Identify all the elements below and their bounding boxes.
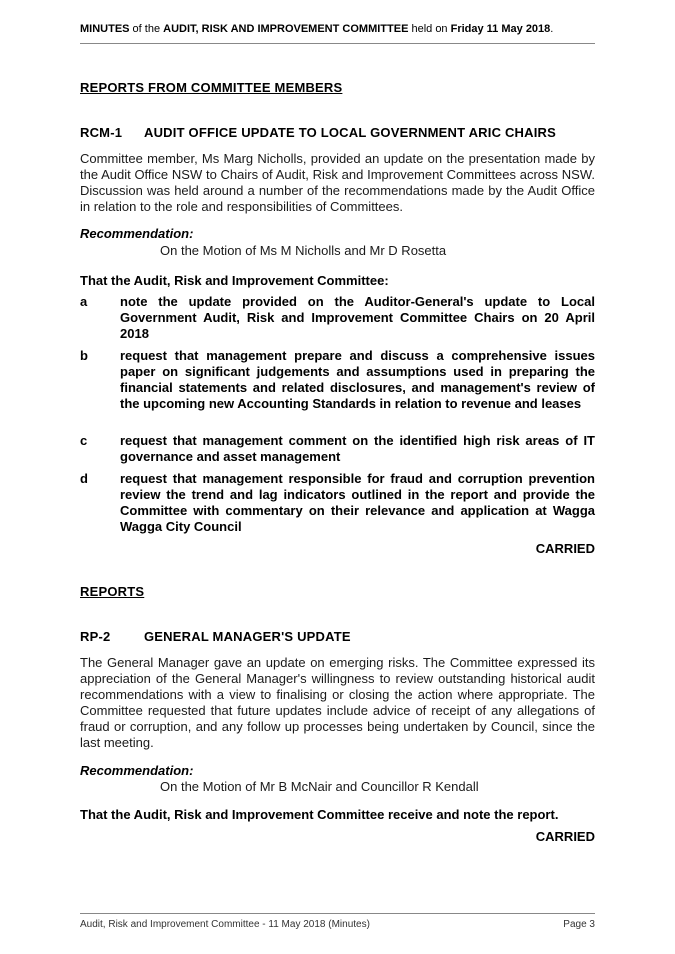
item-code: RCM-1 [80,125,123,140]
header-date: Friday 11 May 2018 [450,23,551,35]
rcm1-motion: On the Motion of Ms M Nicholls and Mr D Rosetta [160,243,447,258]
list-item [80,471,595,535]
list-item [80,294,595,342]
page-number: Page 3 [563,919,595,930]
list-item-text: request that management prepare and discuss a comprehensive issues paper on significant judgements and assumptions used in preparing the financial statements and related disclosures, and management's review of the upcoming new Accounting Standards in relation to revenue and leases [120,348,595,411]
item-title: AUDIT OFFICE UPDATE TO LOCAL GOVERNMENT ARIC CHAIRS [144,125,557,140]
header-of: of the [129,23,164,35]
list-item-text: note the update provided on the Auditor-General's update to Local Government Audit, Risk and Improvement Committee Chairs on 20 April 2018 [120,294,595,341]
section-title-committee-reports: REPORTS FROM COMMITTEE MEMBERS [80,80,343,95]
header-period: . [550,23,554,35]
footer-title: Audit, Risk and Improvement Committee - 11 May 2018 (Minutes) [80,919,370,930]
item-title: GENERAL MANAGER'S UPDATE [144,629,351,644]
rp2-body: The General Manager gave an update on emerging risks. The Committee expressed its appreciation of the General Manager's willingness to review outstanding historical audit recommendations with a view to finalising or closing the action where appropriate. The Committee requested that future updates include advice of receipt of any allegations of fraud or corruption, and any follow up processes being undertaken by Council, since the last meeting. [80,655,595,750]
list-item-letter: a [80,294,88,309]
item-heading-rp2 [80,629,351,644]
item-heading-rcm1 [80,125,556,140]
rp2-recommendation-label: Recommendation: [80,763,194,778]
rcm1-status: CARRIED [535,541,595,556]
list-item-letter: d [80,471,88,486]
item-code: RP-2 [80,629,111,644]
list-item-text: request that management responsible for fraud and corruption prevention review the trend and lag indicators outlined in the report and provide the Committee with commentary on their relevance and application at Wagga Wagga City Council [120,471,595,534]
rcm1-resolution: That the Audit, Risk and Improvement Committee: [80,273,389,288]
page-header [80,22,595,36]
list-item [80,348,595,428]
rcm1-recommendation-label: Recommendation: [80,226,194,241]
header-minutes: MINUTES [80,23,130,35]
rp2-motion: On the Motion of Mr B McNair and Councillor R Kendall [160,779,479,794]
footer-divider [80,913,595,914]
rp2-status: CARRIED [535,829,595,844]
list-item-letter: b [80,348,88,363]
list-item [80,433,595,465]
section-title-reports: REPORTS [80,584,145,599]
rcm1-body: Committee member, Ms Marg Nicholls, provided an update on the presentation made by the Audit Office NSW to Chairs of Audit, Risk and Improvement Committees across NSW. Discussion was held around a number of the recommendations made by the Audit Office in relation to the role and responsibilities of Committees. [80,151,595,214]
list-item-text: request that management comment on the identified high risk areas of IT governance and asset management [120,433,595,464]
header-held-on: held on [408,23,451,35]
list-item-letter: c [80,433,88,448]
header-committee: AUDIT, RISK AND IMPROVEMENT COMMITTEE [163,23,409,35]
rp2-resolution: That the Audit, Risk and Improvement Committee receive and note the report. [80,807,559,822]
header-divider [80,43,595,44]
